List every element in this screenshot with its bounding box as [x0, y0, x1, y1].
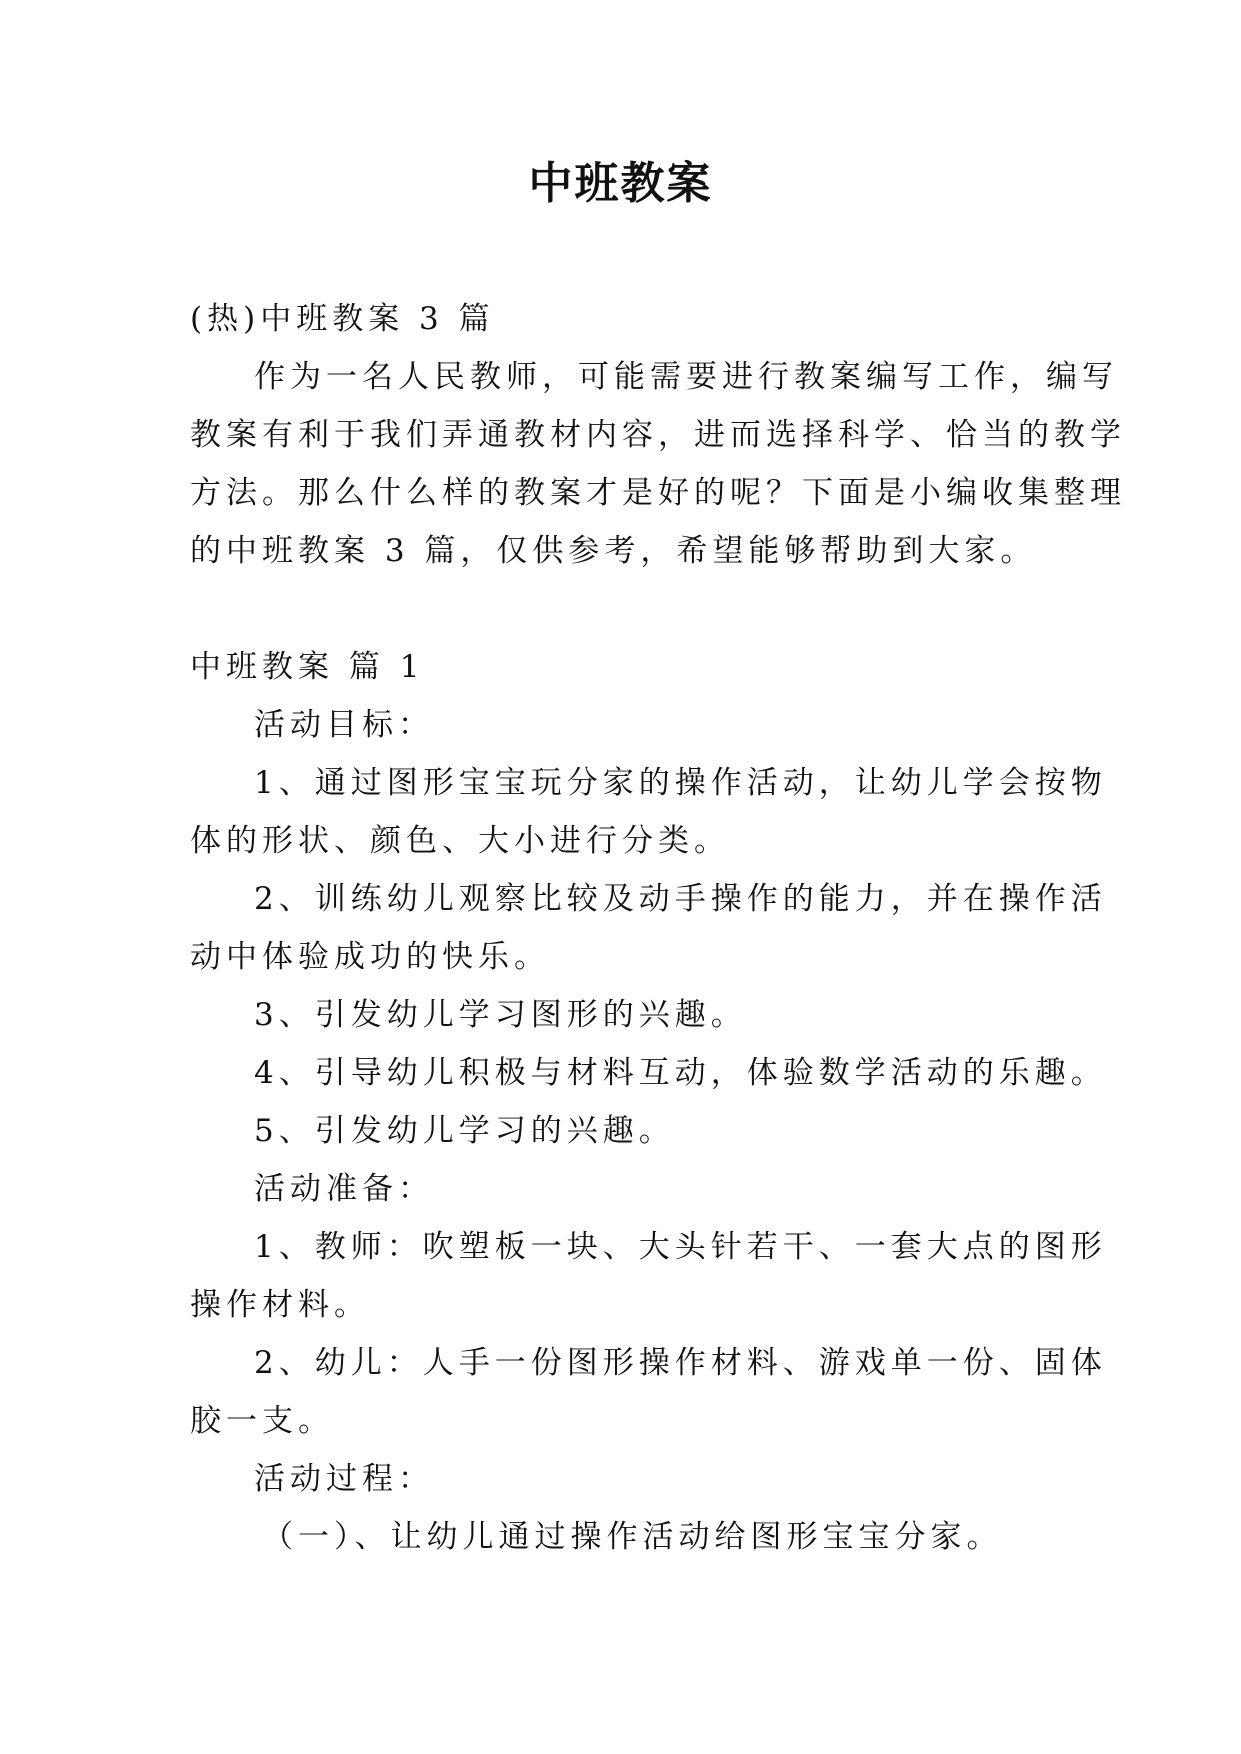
intro-line-4: 的中班教案 3 篇，仅供参考，希望能够帮助到大家。: [190, 533, 1037, 569]
goal-2-line-2: 动中体验成功的快乐。: [190, 939, 550, 975]
process-heading: 活动过程：: [254, 1461, 434, 1497]
goal-1-line-1: 1、通过图形宝宝玩分家的操作活动，让幼儿学会按物: [254, 765, 1107, 801]
intro-line-1: 作为一名人民教师，可能需要进行教案编写工作，编写: [254, 359, 1118, 395]
prep-1-line-2: 操作材料。: [190, 1287, 370, 1323]
prep-heading: 活动准备：: [254, 1171, 434, 1207]
paragraph-gap: [190, 580, 1050, 638]
section-heading: 中班教案 篇 1: [190, 649, 425, 685]
process-step-1: （一）、让幼儿通过操作活动给图形宝宝分家。: [262, 1519, 1003, 1555]
goal-2-line-1: 2、训练幼儿观察比较及动手操作的能力，并在操作活: [254, 881, 1107, 917]
intro-line-3: 方法。那么什么样的教案才是好的呢？下面是小编收集整理: [190, 475, 1126, 511]
intro-line-2: 教案有利于我们弄通教材内容，进而选择科学、恰当的教学: [190, 417, 1126, 453]
goal-3: 3、引发幼儿学习图形的兴趣。: [254, 997, 747, 1033]
prep-2-line-1: 2、幼儿：人手一份图形操作材料、游戏单一份、固体: [254, 1345, 1107, 1381]
document-subtitle: (热)中班教案 3 篇: [190, 301, 495, 337]
goal-5: 5、引发幼儿学习的兴趣。: [254, 1113, 675, 1149]
document-body: [190, 290, 1126, 1566]
prep-1-line-1: 1、教师：吹塑板一块、大头针若干、一套大点的图形: [254, 1229, 1107, 1265]
goal-4: 4、引导幼儿积极与材料互动，体验数学活动的乐趣。: [254, 1055, 1107, 1091]
prep-2-line-2: 胶一支。: [190, 1403, 334, 1439]
page-title: 中班教案: [528, 158, 713, 209]
goal-1-line-2: 体的形状、颜色、大小进行分类。: [190, 823, 730, 859]
goals-heading: 活动目标：: [254, 707, 434, 743]
